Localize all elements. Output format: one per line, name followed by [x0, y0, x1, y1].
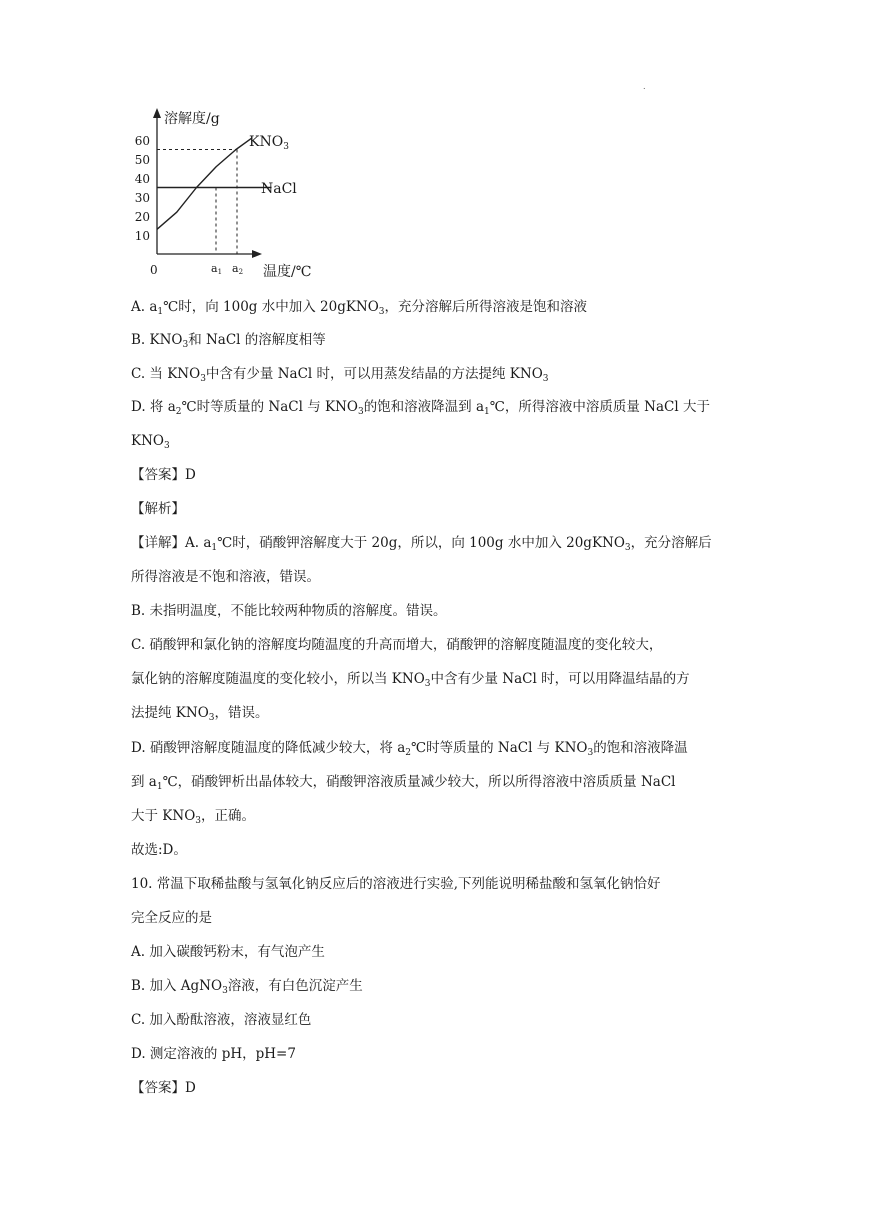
q9-detail-c-1: C. 硝酸钾和氯化钠的溶解度均随温度的升高而增大，硝酸钾的溶解度随温度的变化较大， — [131, 637, 663, 653]
kno3-series-line — [157, 138, 252, 229]
q10-option-a: A. 加入碳酸钙粉末，有气泡产生 — [131, 944, 325, 960]
y-tick-label: 30 — [134, 191, 150, 205]
q9-option-d: D. 将 $a_2℃$时等质量的 NaCl 与 $KNO_3$的饱和溶液降温到 $a_1℃$，所得溶液中溶质质量 NaCl 大于 — [131, 399, 710, 417]
q9-option-c: C. 当 $KNO_3$中含有少量 NaCl 时，可以用蒸发结晶的方法提纯 $KNO_3$ — [131, 366, 549, 384]
y-tick-label: 20 — [134, 210, 150, 224]
q9-detail-b: B. 未指明温度，不能比较两种物质的溶解度。错误。 — [131, 603, 447, 619]
y-axis-label: 溶解度/g — [164, 111, 220, 127]
x-tick-label: a1 — [211, 262, 223, 276]
q9-detail-c-2: 氯化钠的溶解度随温度的变化较小，所以当 $KNO_3$中含有少量 NaCl 时，可以用降温结晶的方 — [131, 671, 690, 689]
q9-analysis-title: 【解析】 — [131, 501, 185, 517]
q9-detail-a: 【详解】A. $a_1℃$时，硝酸钾溶解度大于 20g，所以，向 100g 水中加入 20gKNO$_3$，充分溶解后 — [131, 535, 712, 553]
x-axis-arrow — [252, 250, 262, 258]
q10-stem-2: 完全反应的是 — [131, 910, 212, 926]
y-tick-label: 40 — [134, 172, 150, 186]
q9-option-d-cont: $KNO_3$ — [131, 433, 170, 451]
q10-answer: 【答案】D — [131, 1080, 196, 1096]
kno3-series-label: $KNO_3$ — [249, 134, 289, 152]
q9-option-b: B. $KNO_3$和 NaCl 的溶解度相等 — [131, 332, 326, 350]
q10-stem-1: 10. 常温下取稀盐酸与氢氧化钠反应后的溶液进行实验,下列能说明稀盐酸和氢氧化钠恰好 — [131, 876, 661, 892]
x-axis-label: 温度/℃ — [263, 264, 312, 280]
q9-detail-d-1: D. 硝酸钾溶解度随温度的降低减少较大，将 $a_2℃$时等质量的 NaCl 与 $KNO_3$的饱和溶液降温 — [131, 740, 688, 758]
origin-label: 0 — [150, 263, 158, 277]
q9-answer: 【答案】D — [131, 467, 196, 483]
q10-option-c: C. 加入酚酞溶液，溶液显红色 — [131, 1012, 312, 1028]
q9-detail-d-2: 到 $a_1℃$，硝酸钾析出晶体较大，硝酸钾溶液质量减少较大，所以所得溶液中溶质质量 NaCl — [131, 774, 676, 792]
y-axis-arrow — [153, 108, 161, 118]
y-tick-label: 50 — [134, 153, 150, 167]
y-tick-label: 60 — [134, 134, 150, 148]
q9-detail-a-cont: 所得溶液是不饱和溶液，错误。 — [131, 569, 320, 585]
q9-option-a: A. $a_1℃$时，向 100g 水中加入 20gKNO$_3$，充分溶解后所得溶液是饱和溶液 — [131, 299, 588, 317]
q9-choice: 故选:D。 — [131, 842, 187, 858]
y-tick-label: 10 — [134, 229, 150, 243]
q9-detail-c-3: 法提纯 $KNO_3$，错误。 — [131, 705, 269, 723]
q9-detail-d-3: 大于 $KNO_3$，正确。 — [131, 808, 255, 826]
corner-mark: . — [643, 82, 646, 91]
q10-option-d: D. 测定溶液的 pH，pH=7 — [131, 1046, 296, 1062]
x-tick-label: a2 — [232, 262, 244, 276]
nacl-series-label: NaCl — [261, 181, 297, 197]
q10-option-b: B. 加入 AgNO$_3$溶液，有白色沉淀产生 — [131, 978, 363, 996]
